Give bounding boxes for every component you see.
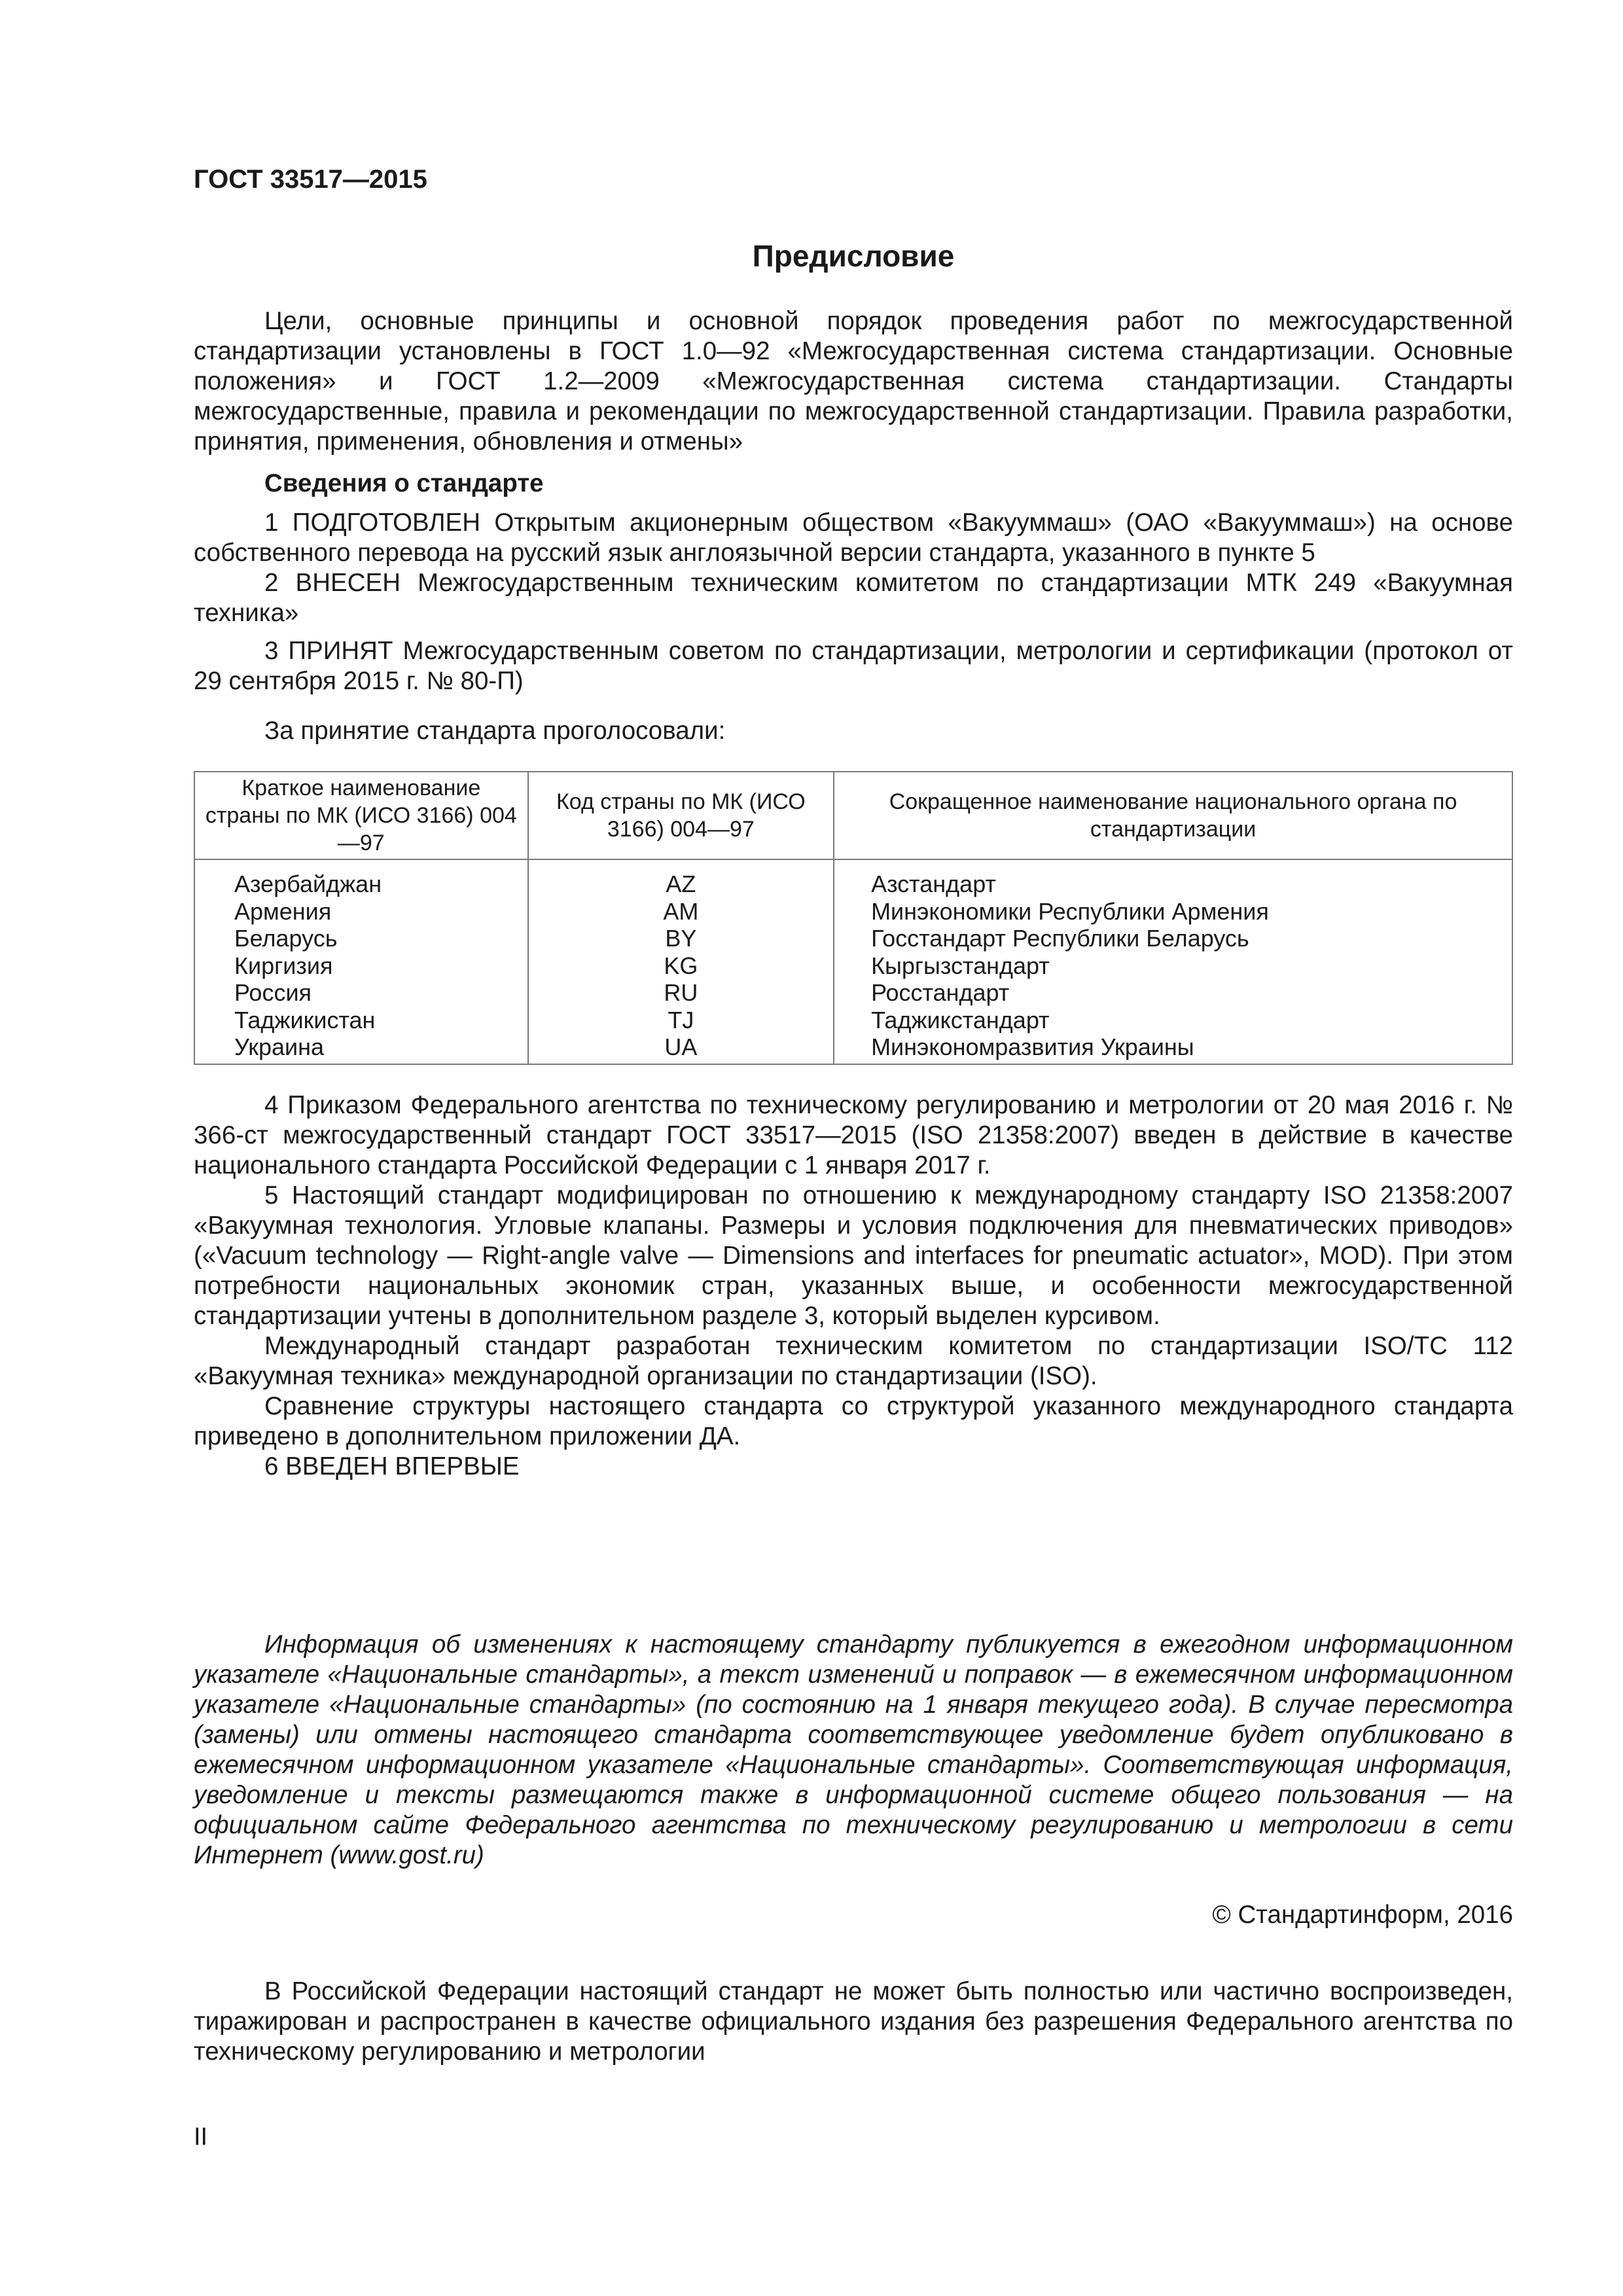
table-row xyxy=(194,898,1512,925)
national-organ: Госстандарт Республики Беларусь xyxy=(834,925,1512,952)
info-heading: Сведения о стандарте xyxy=(264,469,544,497)
intro-paragraph: Цели, основные принципы и основной порядок проведения работ по межгосударственной стандартизации установлены в ГОСТ 1.0—92 «Межгосударственная система стандартизации. Основные положения» и ГОСТ 1.2—2009 «Межгосударственная система стандартизации. Стандарты межгосударственные, правила и рекомендации по межгосударственной стандартизации. Правила разработки, принятия, применения, обновления и отмены» xyxy=(194,307,1513,456)
iso-committee-paragraph: Международный стандарт разработан техническим комитетом по стандартизации ISO/TC 112 «Вакуумная техника» международной организации по стандартизации (ISO). xyxy=(194,1332,1513,1390)
country-code: AM xyxy=(528,898,834,925)
country-code: UA xyxy=(528,1033,834,1064)
country-name: Россия xyxy=(194,979,528,1007)
table-row xyxy=(194,925,1512,952)
column-header-organ: Сокращенное наименование национального органа по стандартизации xyxy=(834,772,1512,859)
item-4-paragraph: 4 Приказом Федерального агентства по техническому регулированию и метрологии от 20 мая 2016 г. № 366-ст межгосударственный стандарт ГОСТ 33517—2015 (ISO 21358:2007) введен в действие в качестве национального стандарта Российской Федерации с 1 января 2017 г. xyxy=(194,1091,1513,1179)
item-6-paragraph: 6 ВВЕДЕН ВПЕРВЫЕ xyxy=(264,1452,520,1480)
voting-countries-table xyxy=(194,771,1513,1065)
table-row xyxy=(194,859,1512,898)
country-name: Азербайджан xyxy=(194,859,528,898)
country-code: AZ xyxy=(528,859,834,898)
copyright-line: © Стандартинформ, 2016 xyxy=(1212,1901,1513,1929)
country-name: Украина xyxy=(194,1033,528,1064)
table-row xyxy=(194,1007,1512,1034)
preface-top-section xyxy=(194,306,1513,746)
country-name: Беларусь xyxy=(194,925,528,952)
reproduction-rights-paragraph: В Российской Федерации настоящий стандарт не может быть полностью или частично воспроизведен, тиражирован и распространен в качестве официального издания без разрешения Федерального агентства по техническому регулированию и метрологии xyxy=(194,1977,1513,2066)
preface-bottom-section xyxy=(194,1090,1513,1482)
item-5-paragraph: 5 Настоящий стандарт модифицирован по отношению к международному стандарту ISO 21358:2007 «Вакуумная технология. Угловые клапаны. Размеры и условия подключения для пневматических приводов» («Vacuum technology — Right-angle valve — Dimensions and interfaces for pneumatic actuator», MOD). При этом потребности национальных экономик стран, указанных выше, и особенности межгосударственной стандартизации учтены в дополнительном разделе 3, который выделен курсивом. xyxy=(194,1181,1513,1330)
national-organ: Минэкономразвития Украины xyxy=(834,1033,1512,1064)
country-code: RU xyxy=(528,979,834,1007)
country-code: TJ xyxy=(528,1007,834,1034)
document-page xyxy=(194,0,1513,2296)
item-2-paragraph: 2 ВНЕСЕН Межгосударственным техническим комитетом по стандартизации МТК 249 «Вакуумная техника» xyxy=(194,569,1513,627)
column-header-code: Код страны по МК (ИСО 3166) 004—97 xyxy=(528,772,834,859)
national-organ: Росстандарт xyxy=(834,979,1512,1007)
country-name: Киргизия xyxy=(194,952,528,980)
item-1-paragraph: 1 ПОДГОТОВЛЕН Открытым акционерным обществом «Вакууммаш» (ОАО «Вакууммаш») на основе собственного перевода на русский язык англоязычной версии стандарта, указанного в пункте 5 xyxy=(194,509,1513,567)
table-row xyxy=(194,952,1512,980)
rights-section xyxy=(194,1977,1513,2067)
country-code: BY xyxy=(528,925,834,952)
table-header-row xyxy=(194,772,1512,859)
country-name: Армения xyxy=(194,898,528,925)
vote-intro: За принятие стандарта проголосовали: xyxy=(264,717,726,745)
national-organ: Таджикстандарт xyxy=(834,1007,1512,1034)
national-organ: Азстандарт xyxy=(834,859,1512,898)
item-3-paragraph: 3 ПРИНЯТ Межгосударственным советом по стандартизации, метрологии и сертификации (протокол от 29 сентября 2015 г. № 80-П) xyxy=(194,637,1513,695)
national-organ: Кыргызстандарт xyxy=(834,952,1512,980)
amendments-notice-section xyxy=(194,1630,1513,1871)
column-header-country: Краткое наименование страны по МК (ИСО 3166) 004—97 xyxy=(194,772,528,859)
page-title: Предисловие xyxy=(752,239,955,273)
country-code: KG xyxy=(528,952,834,980)
structure-comparison-paragraph: Сравнение структуры настоящего стандарта со структурой указанного международного стандарта приведено в дополнительном приложении ДА. xyxy=(194,1392,1513,1450)
amendments-notice: Информация об изменениях к настоящему стандарту публикуется в ежегодном информационном указателе «Национальные стандарты», а текст изменений и поправок — в ежемесячном информационном указателе «Национальные стандарты» (по состоянию на 1 января текущего года). В случае пересмотра (замены) или отмены настоящего стандарта соответствующее уведомление будет опубликовано в ежемесячном информационном указателе «Национальные стандарты». Соответствующая информация, уведомление и тексты размещаются также в информационной системе общего пользования — на официальном сайте Федерального агентства по техническому регулированию и метрологии в сети Интернет (www.gost.ru) xyxy=(194,1630,1513,1869)
country-name: Таджикистан xyxy=(194,1007,528,1034)
table-row xyxy=(194,1033,1512,1064)
document-code: ГОСТ 33517—2015 xyxy=(194,165,427,194)
table-row xyxy=(194,979,1512,1007)
page-number: II xyxy=(194,2123,208,2151)
national-organ: Минэкономики Республики Армения xyxy=(834,898,1512,925)
